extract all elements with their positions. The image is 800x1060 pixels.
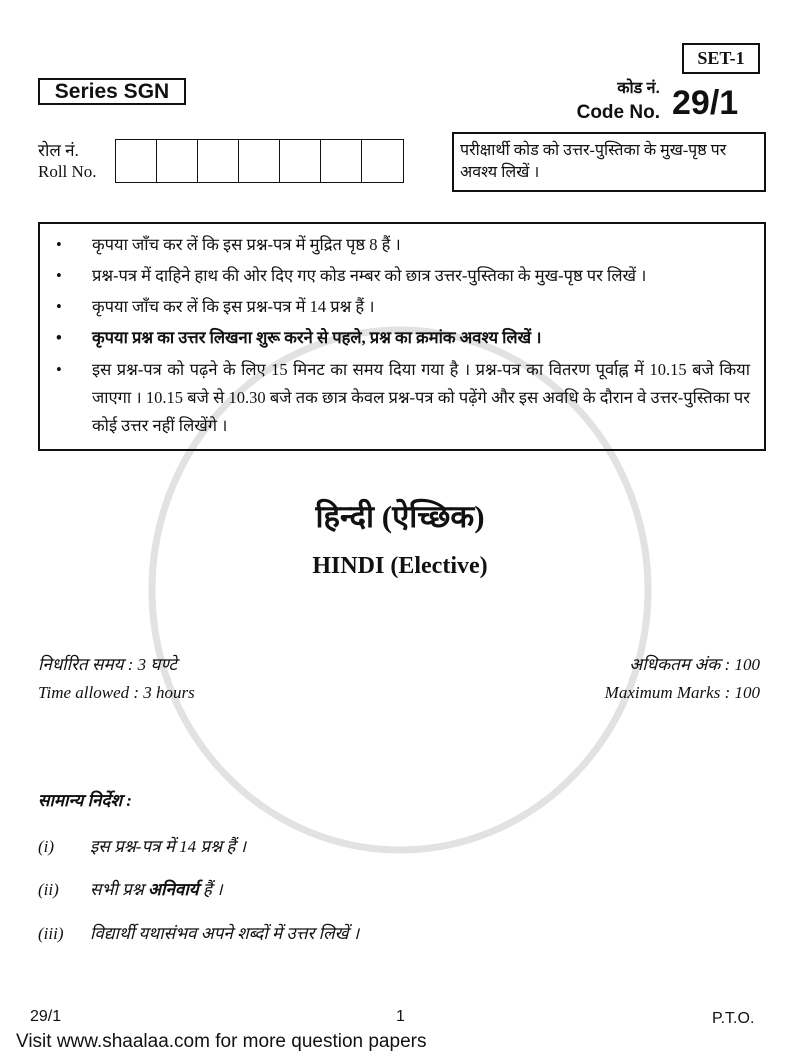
general-item (38, 877, 223, 900)
set-label: SET-1 (682, 43, 760, 74)
roll-box (157, 140, 198, 182)
roll-box (116, 140, 157, 182)
item-text-bold: अनिवार्य (148, 880, 199, 899)
item-text: इस प्रश्न-पत्र में 14 प्रश्न हैं । (90, 837, 247, 856)
item-number: (iii) (38, 924, 64, 943)
roll-number-boxes (115, 139, 404, 183)
code-number: 29/1 (672, 84, 739, 122)
instruction-item: • प्रश्न-पत्र में दाहिने हाथ की ओर दिए गए कोड नम्बर को छात्र उत्तर-पुस्तिका के मुख-पृष्ठ पर लिखें । (54, 263, 750, 289)
code-notice: परीक्षार्थी कोड को उत्तर-पुस्तिका के मुख-पृष्ठ पर अवश्य लिखें । (452, 132, 766, 192)
general-instructions-heading: सामान्य निर्देश : (38, 791, 132, 810)
visit-link[interactable]: Visit www.shaalaa.com for more question papers (16, 1031, 427, 1052)
item-text: सभी प्रश्न (90, 880, 149, 899)
item-number: (i) (38, 837, 55, 856)
instructions-box (38, 222, 766, 451)
series-label: Series SGN (38, 78, 186, 105)
instruction-item: • कृपया जाँच कर लें कि इस प्रश्न-पत्र में मुद्रित पृष्ठ 8 हैं । (54, 232, 750, 258)
item-number: (ii) (38, 880, 59, 899)
footer-code: 29/1 (30, 1008, 62, 1025)
code-label-hindi: कोड नं. (617, 80, 660, 97)
code-label: Code No. (576, 102, 660, 123)
pto-label: P.T.O. (712, 1010, 755, 1027)
subject-title: HINDI (Elective) (312, 553, 488, 579)
roll-box (362, 140, 403, 182)
instruction-item: • इस प्रश्न-पत्र को पढ़ने के लिए 15 मिनट का समय दिया गया है । प्रश्न-पत्र का वितरण पूर्वाह्न में 10.15 बजे किया जाएगा । 10.15 बजे से 10.30 बजे तक छात्र केवल प्रश्न-पत्र को पढ़ेंगे और इस अवधि के दौरान वे उत्तर-पुस्तिका पर कोई उत्तर नहीं लिखेंगे । (54, 356, 750, 440)
roll-box (198, 140, 239, 182)
general-item (38, 921, 359, 944)
time-allowed-hindi: निर्धारित समय : 3 घण्टे (38, 655, 177, 674)
max-marks: Maximum Marks : 100 (604, 683, 760, 702)
roll-box (239, 140, 280, 182)
general-item (38, 834, 246, 857)
roll-box (280, 140, 321, 182)
roll-label-hindi: रोल नं. (38, 141, 79, 160)
instruction-item: • कृपया जाँच कर लें कि इस प्रश्न-पत्र में 14 प्रश्न हैं । (54, 294, 750, 320)
page-number: 1 (396, 1008, 405, 1025)
time-allowed: Time allowed : 3 hours (38, 683, 195, 702)
roll-box (321, 140, 362, 182)
instruction-item: • कृपया प्रश्न का उत्तर लिखना शुरू करने से पहले, प्रश्न का क्रमांक अवश्य लिखें । (54, 325, 750, 351)
item-text: विद्यार्थी यथासंभव अपने शब्दों में उत्तर लिखें । (90, 924, 360, 943)
subject-title-hindi: हिन्दी (ऐच्छिक) (315, 499, 485, 534)
max-marks-hindi: अधिकतम अंक : 100 (629, 655, 760, 674)
roll-label: Roll No. (38, 162, 97, 181)
item-text: हैं । (198, 880, 223, 899)
